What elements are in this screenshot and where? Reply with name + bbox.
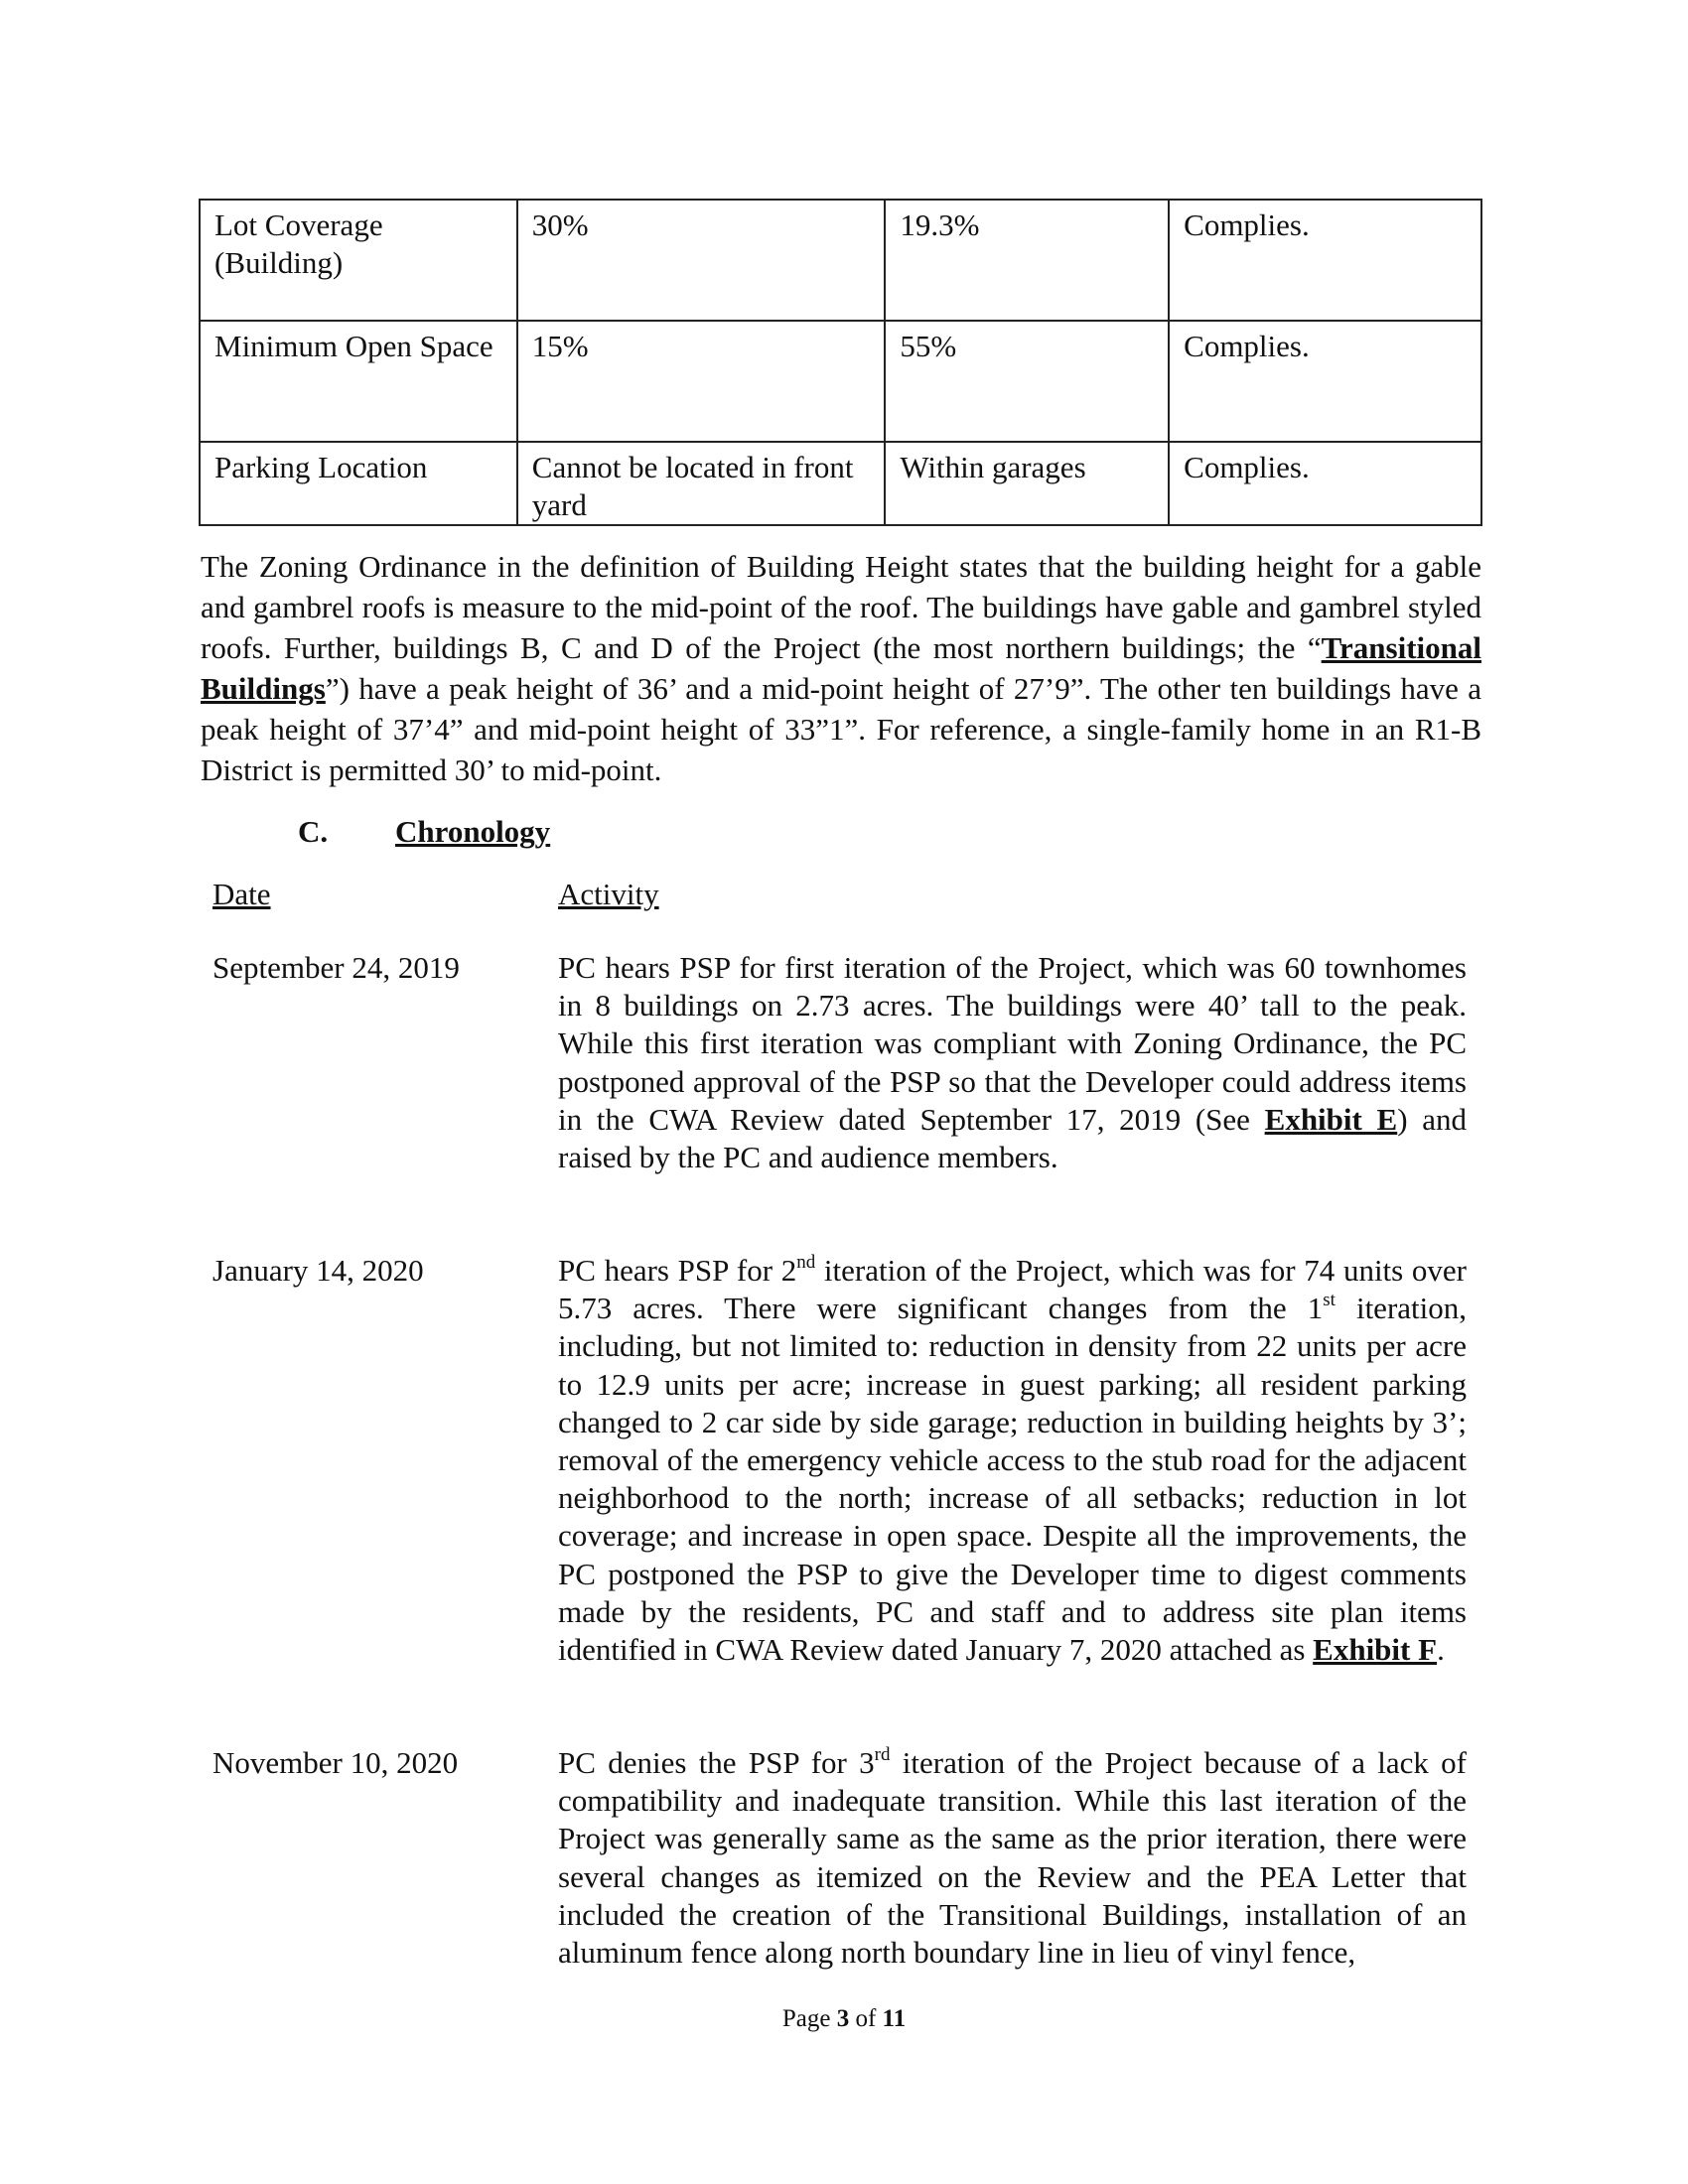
status-cell: Complies.	[1169, 442, 1481, 525]
exhibit-reference: Exhibit F	[1313, 1632, 1438, 1668]
date-column-header: Date	[212, 877, 271, 911]
requirement-cell: Minimum Open Space	[200, 321, 517, 442]
status-cell: Complies.	[1169, 200, 1481, 321]
table-row	[200, 200, 1481, 321]
entry-date: November 10, 2020	[212, 1745, 459, 1780]
provided-cell: Within garages	[885, 442, 1169, 525]
paragraph-text: ”) have a peak height of 36’ and a mid-point height of 27’9”. The other ten buildings have a peak height of 37’4” and mid-point height of 33”1”. For reference, a single-family home in an R1-B District is permitted 30’ to mid-point.	[201, 671, 1481, 787]
requirement-cell: Lot Coverage (Building)	[200, 200, 517, 321]
table-row	[200, 321, 1481, 442]
activity-text: PC hears PSP for first iteration of the Project, which was 60 townhomes in 8 buildings on 2.73 acres. The buildings were 40’ tall to the peak. While this first iteration was compliant with Zoning Ordinance, the PC postponed approval of the PSP so that the Developer could address items in the CWA Review dated September 17, 2019 (See	[558, 950, 1467, 1137]
page-number: 3	[836, 2005, 850, 2032]
entry-date: September 24, 2019	[212, 950, 460, 985]
activity-text: PC denies the PSP for 3	[558, 1745, 875, 1780]
entry-date: January 14, 2020	[212, 1253, 424, 1288]
entry-activity	[558, 1744, 1467, 1972]
activity-text: iteration, including, but not limited to: reduction in density from 22 units per acre to 12.9 units per acre; increase in guest parking; all resident parking changed to 2 car side by side garage; reduction in building heights by 3’; removal of the emergency vehicle access to the stub road for the adjacent neighborhood to the north; increase of all setbacks; reduction in lot coverage; and increase in open space. Despite all the improvements, the PC postponed the PSP to give the Developer time to digest comments made by the residents, PC and staff and to address site plan items identified in CWA Review dated January 7, 2020 attached as	[558, 1291, 1467, 1668]
exhibit-reference: Exhibit E	[1264, 1101, 1398, 1137]
activity-text: iteration of the Project because of a lack of compatibility and inadequate transition. While this last iteration of the Project was generally same as the same as the prior iteration, there were several changes as itemized on the Review and the PEA Letter that included the creation of the Transitional Buildings, installation of an aluminum fence along north boundary line in lieu of vinyl fence,	[558, 1745, 1468, 1971]
provided-cell: 19.3%	[885, 200, 1169, 321]
section-letter: C.	[298, 814, 329, 849]
footer-label: of	[849, 2005, 883, 2032]
paragraph-text: The Zoning Ordinance in the definition of Building Height states that the building height for a gable and gambrel roofs is measure to the mid-point of the roof. The buildings have gable and gambrel styled roofs. Further, buildings B, C and D of the Project (the most northern buildings; the “	[201, 549, 1481, 665]
ordinal-suffix: rd	[874, 1743, 891, 1765]
building-height-paragraph	[201, 546, 1481, 790]
activity-text: .	[1437, 1632, 1445, 1668]
status-cell: Complies.	[1169, 321, 1481, 442]
provided-cell: 55%	[885, 321, 1169, 442]
requirement-cell: Parking Location	[200, 442, 517, 525]
page-footer	[0, 2005, 1688, 2033]
allowed-cell: 30%	[517, 200, 886, 321]
page-total: 11	[882, 2005, 907, 2032]
zoning-compliance-table	[199, 199, 1482, 526]
allowed-cell: 15%	[517, 321, 886, 442]
footer-label: Page	[781, 2005, 837, 2032]
activity-text: PC hears PSP for 2	[558, 1253, 797, 1288]
table-row	[200, 442, 1481, 525]
section-title: Chronology	[395, 814, 551, 849]
allowed-cell: Cannot be located in front yard	[517, 442, 886, 525]
ordinal-suffix: st	[1323, 1289, 1336, 1310]
entry-activity	[558, 949, 1467, 1176]
activity-column-header: Activity	[558, 877, 659, 911]
activity-text: ) and raised by the PC and audience members.	[558, 1101, 1467, 1175]
activity-text: iteration of the Project, which was for 74 units over 5.73 acres. There were significant changes from the 1	[558, 1253, 1467, 1326]
entry-activity	[558, 1252, 1467, 1669]
defined-term: Transitional Buildings	[201, 630, 1481, 706]
ordinal-suffix: nd	[796, 1251, 816, 1273]
